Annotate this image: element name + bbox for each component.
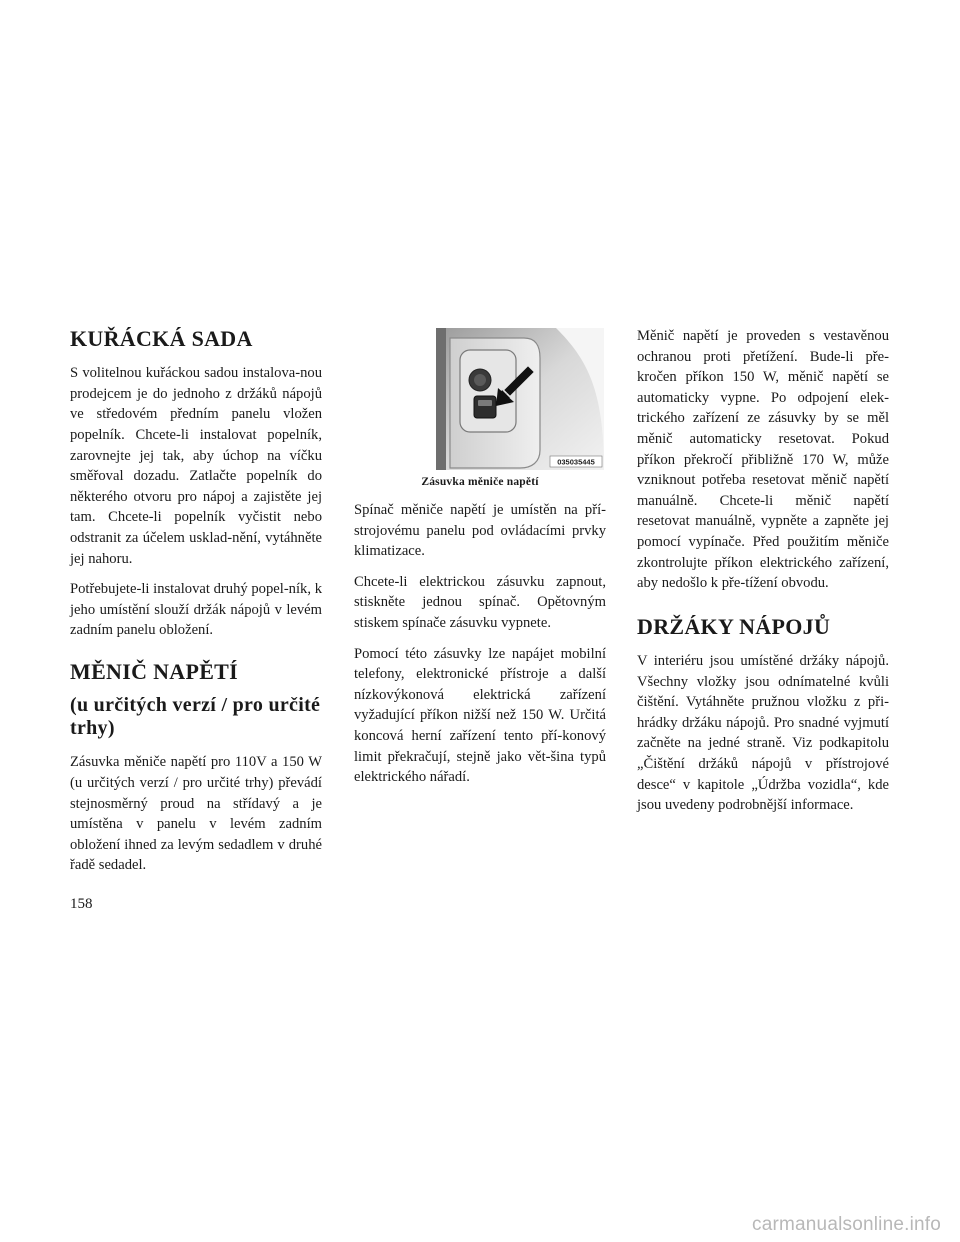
inverter-outlet-figure	[436, 328, 604, 470]
watermark: carmanualsonline.info	[752, 1214, 942, 1235]
heading-cup-holders: DRŽÁKY NÁPOJŮ	[637, 613, 831, 639]
paragraph: V interiéru jsou umístěné držáky nápojů. Všechny vložky jsou odnímatelné kvůli čištění. Vytáhněte pružnou vložku z při-hrádky držáku nápojů. Pro snadné vyjmutí začněte na jedné straně. Viz podkapitolu „Čištění držáků nápojů v přístrojové desce“ v kapitole „Údržba vozidla“, kde jsou uvedeny podrobnější informace.	[637, 653, 889, 814]
page-number: 158	[70, 896, 93, 912]
paragraph: Chcete-li elektrickou zásuvku zapnout, stiskněte jednou spínač. Opětovným stiskem spínače zásuvku vypnete.	[354, 573, 606, 631]
paragraph: Spínač měniče napětí je umístěn na pří-strojovému panelu pod ovládacími prvky klimatizace.	[354, 502, 606, 560]
paragraph: S volitelnou kuřáckou sadou instalova-nou prodejcem je do jednoho z držáků nápojů ve středovém předním panelu vložen popelník. Chcete-li instalovat popelník, zarovnejte jej tak, aby úchop na víčku směřoval dozadu. Zatlačte popelník do některého otvoru pro nápoj a zajistěte jej tam. Chcete-li popelník vyčistit nebo odstranit za účelem usklad-nění, vytáhněte jej nahoru.	[70, 365, 322, 567]
figure-caption: Zásuvka měniče napětí	[421, 476, 539, 488]
paragraph: Měnič napětí je proveden s vestavěnou ochranou proti přetížení. Bude-li pře-kročen příkon 150 W, měnič napětí se automaticky vypne. Po odpojení elek-trického zařízení ze zásuvky by se měl měnič automaticky resetovat. Pokud příkon překročí přibližně 170 W, může vzniknout potřeba resetovat měnič napětí manuálně. Chcete-li měnič napětí resetovat manuálně, vypněte a zapněte jej pomocí vypínače. Před použitím měniče zkontrolujte příkon elektrického zařízení, aby nedošlo k pře-tížení obvodu.	[637, 328, 889, 592]
paragraph: Pomocí této zásuvky lze napájet mobilní telefony, elektronické přístroje a další nízkovýkonová elektrická zařízení vyžadující příkon nižší než 150 W. Určitá koncová herní zařízení tento pří-konový limit překračují, stejně jako vět-šina typů elektrického nářadí.	[354, 645, 606, 786]
column-right	[637, 326, 889, 826]
subheading-inverter: (u určitých verzí / pro určité trhy)	[70, 694, 321, 740]
column-middle	[354, 328, 606, 798]
paragraph: Zásuvka měniče napětí pro 110V a 150 W (u určitých verzí / pro určité trhy) převádí stejnosměrný proud na střídavý a je umístěna v panelu v levém zadním obložení ihned za levým sedadlem v druhé řadě sedadel.	[70, 754, 322, 874]
heading-inverter: MĚNIČ NAPĚTÍ	[70, 659, 238, 685]
figure-code: 035035445	[557, 457, 595, 467]
heading-smoker-kit: KUŘÁCKÁ SADA	[70, 326, 253, 351]
paragraph: Potřebujete-li instalovat druhý popel-ník, k jeho umístění slouží držák nápojů v levém zadním panelu obložení.	[70, 581, 322, 639]
column-left	[70, 322, 322, 886]
inverter-outlet-illustration	[436, 328, 604, 470]
